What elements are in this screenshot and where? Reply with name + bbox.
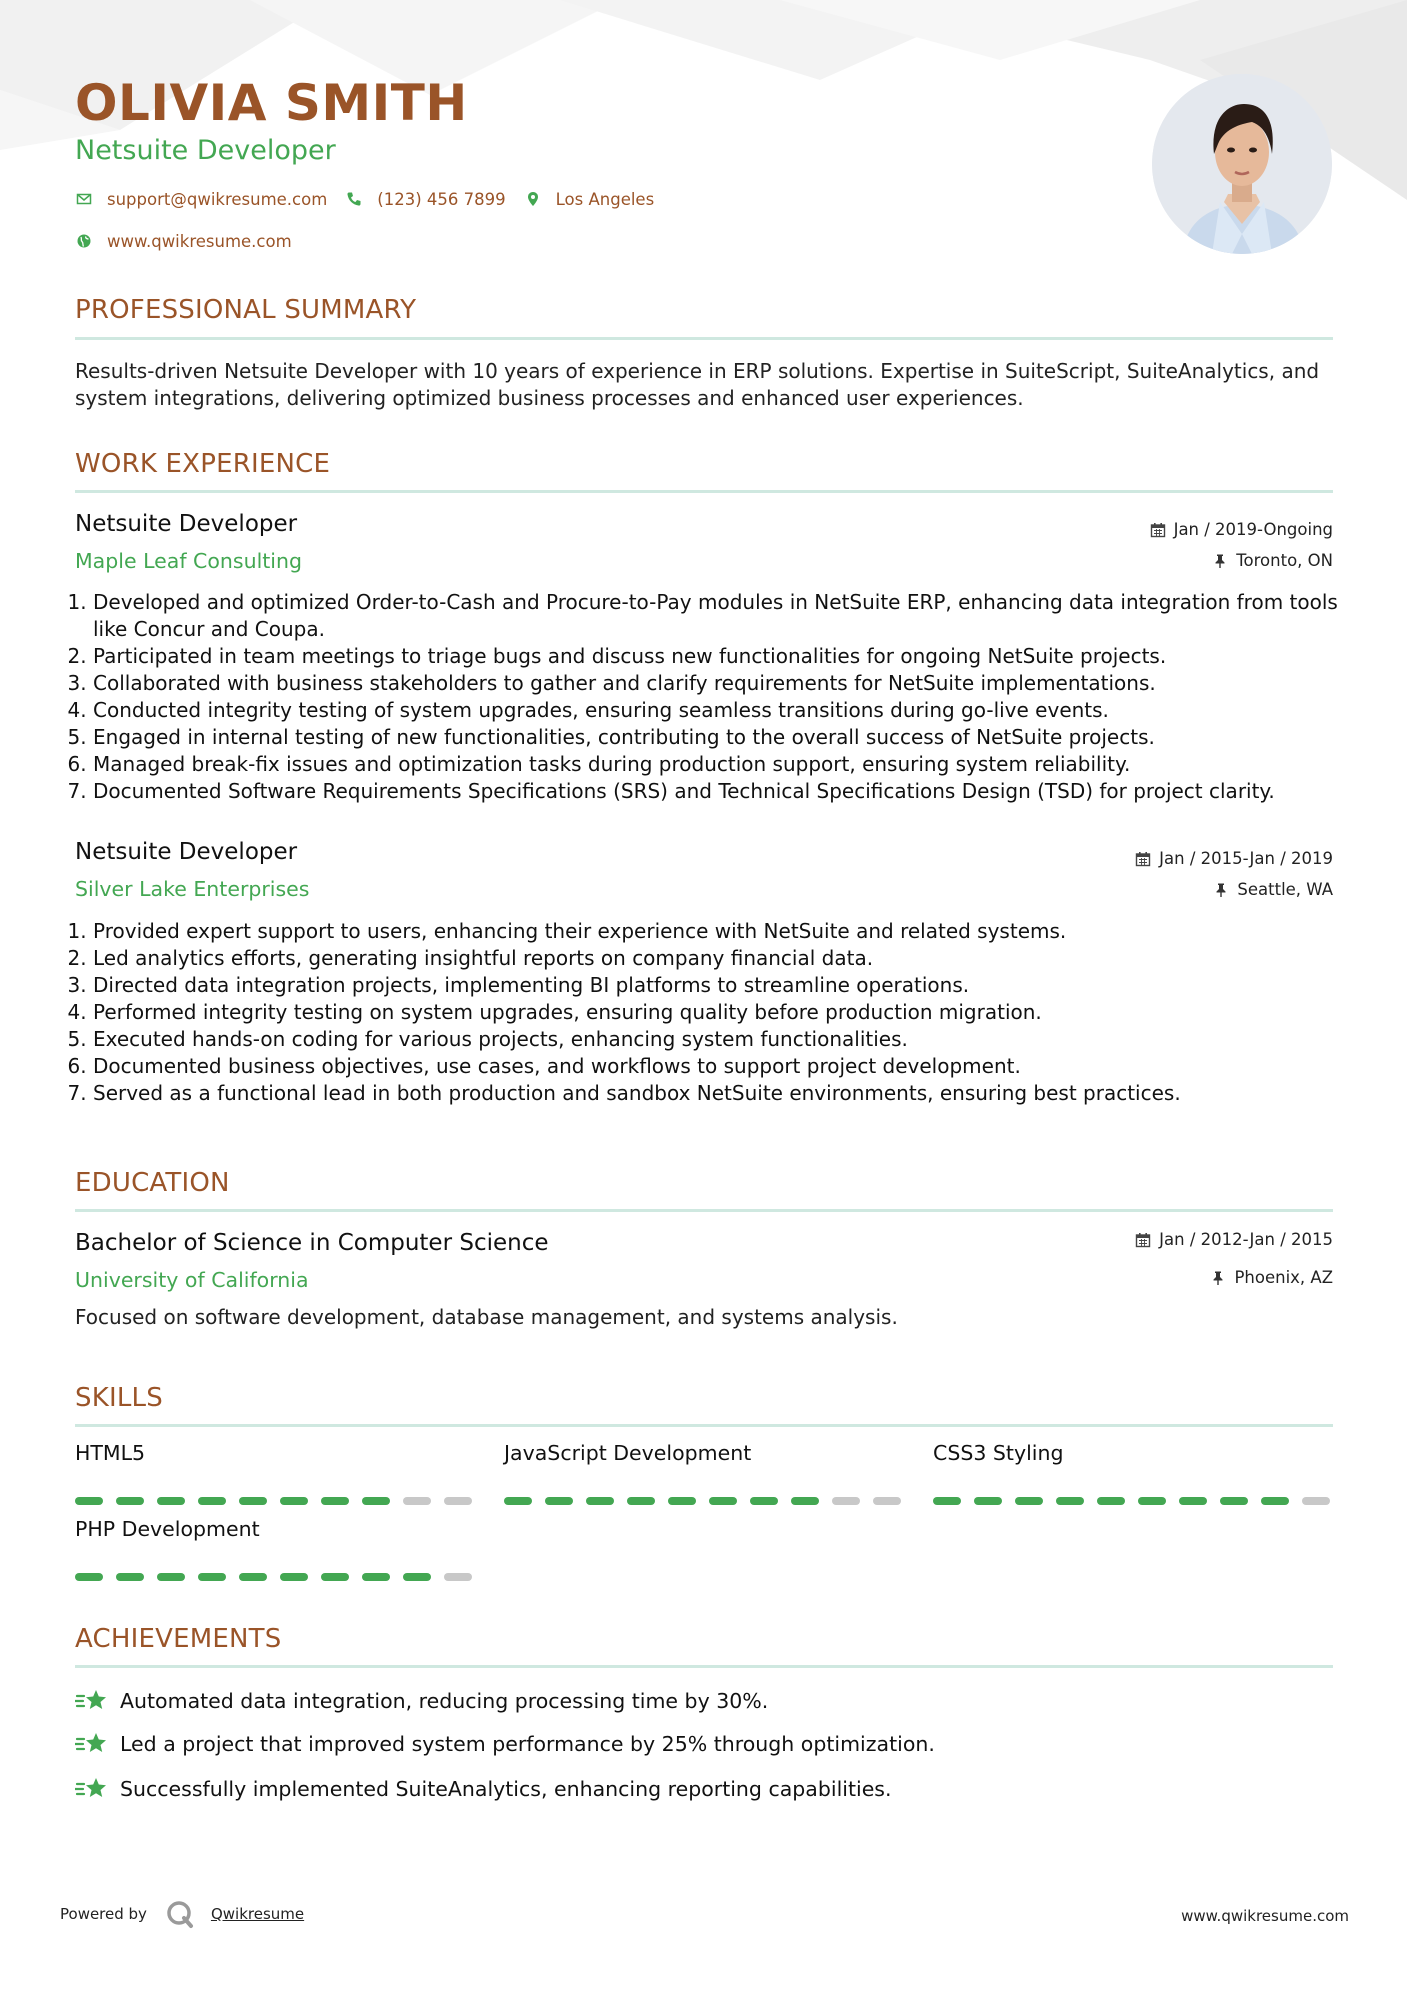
skill-dash-filled bbox=[974, 1497, 1002, 1505]
skill-dash-empty bbox=[444, 1573, 472, 1581]
education-location-text: Phoenix, AZ bbox=[1234, 1268, 1333, 1287]
skill-dash-filled bbox=[504, 1497, 532, 1505]
qwikresume-logo-icon bbox=[165, 1899, 195, 1929]
summary-text: Results-driven Netsuite Developer with 10 years of experience in ERP solutions. Expertise in SuiteScript, SuiteAnalytics, and system integrations, delivering optimized business processes and enhanced user experiences. bbox=[75, 359, 1320, 410]
skill-dash-filled bbox=[116, 1497, 144, 1505]
profile-photo bbox=[1152, 74, 1332, 254]
section-divider bbox=[75, 1209, 1333, 1212]
job-title: Netsuite Developer bbox=[75, 839, 298, 865]
list-item: 2. Led analytics efforts, generating insightful reports on company financial data. bbox=[93, 945, 1373, 972]
skill-dash-filled bbox=[1220, 1497, 1248, 1505]
education-description: Focused on software development, database management, and systems analysis. bbox=[75, 1305, 898, 1329]
skill-dash-filled bbox=[75, 1497, 103, 1505]
brand-link[interactable]: Qwikresume bbox=[210, 1905, 305, 1923]
calendar-icon bbox=[1135, 1232, 1151, 1248]
skill-item bbox=[504, 1441, 904, 1465]
education-heading: EDUCATION bbox=[75, 1168, 230, 1198]
achievements-heading: ACHIEVEMENTS bbox=[75, 1624, 282, 1654]
skill-dash-filled bbox=[157, 1573, 185, 1581]
skill-dash-empty bbox=[873, 1497, 901, 1505]
skill-dash-filled bbox=[1179, 1497, 1207, 1505]
list-item: 4. Conducted integrity testing of system upgrades, ensuring seamless transitions during go-live events. bbox=[93, 697, 1373, 724]
skill-dash-filled bbox=[403, 1573, 431, 1581]
skill-dash-filled bbox=[321, 1497, 349, 1505]
skill-level-bar bbox=[504, 1497, 914, 1505]
email-link[interactable]: support@qwikresume.com bbox=[107, 189, 328, 209]
list-item: 2. Participated in team meetings to triage bugs and discuss new functionalities for ongoing NetSuite projects. bbox=[93, 643, 1373, 670]
footer-powered-by bbox=[60, 1899, 304, 1929]
job-duties bbox=[70, 918, 1373, 1107]
skill-dash-filled bbox=[1261, 1497, 1289, 1505]
skill-name: HTML5 bbox=[75, 1441, 146, 1465]
skill-dash-filled bbox=[198, 1497, 226, 1505]
list-item: 3. Directed data integration projects, implementing BI platforms to streamline operations. bbox=[93, 972, 1373, 999]
shooting-star-icon bbox=[75, 1774, 109, 1804]
achievement-text: Automated data integration, reducing processing time by 30%. bbox=[120, 1689, 769, 1713]
list-item: 6. Managed break-fix issues and optimization tasks during production support, ensuring system reliability. bbox=[93, 751, 1373, 778]
company-name: Silver Lake Enterprises bbox=[75, 877, 310, 901]
skill-dash-filled bbox=[280, 1497, 308, 1505]
job-duties bbox=[70, 589, 1373, 805]
list-item: 7. Documented Software Requirements Specifications (SRS) and Technical Specifications Design (TSD) for project clarity. bbox=[93, 778, 1373, 805]
education-dates-text: Jan / 2012-Jan / 2015 bbox=[1159, 1230, 1333, 1249]
skill-dash-empty bbox=[832, 1497, 860, 1505]
shooting-star-icon bbox=[75, 1729, 109, 1759]
skill-dash-filled bbox=[239, 1573, 267, 1581]
list-item: 5. Engaged in internal testing of new functionalities, contributing to the overall success of NetSuite projects. bbox=[93, 724, 1373, 751]
achievement-item bbox=[75, 1686, 768, 1716]
achievement-text: Successfully implemented SuiteAnalytics, enhancing reporting capabilities. bbox=[120, 1777, 892, 1801]
job-dates bbox=[1135, 849, 1333, 868]
skill-name: CSS3 Styling bbox=[933, 1441, 1064, 1465]
section-divider bbox=[75, 1424, 1333, 1427]
skill-dash-filled bbox=[750, 1497, 778, 1505]
phone-number: (123) 456 7899 bbox=[377, 189, 506, 209]
job-location bbox=[1213, 880, 1333, 899]
skill-dash-filled bbox=[321, 1573, 349, 1581]
skill-dash-empty bbox=[403, 1497, 431, 1505]
contact-info bbox=[75, 186, 654, 254]
candidate-name: OLIVIA SMITH bbox=[75, 74, 468, 132]
skill-item bbox=[933, 1441, 1333, 1465]
achievement-text: Led a project that improved system performance by 25% through optimization. bbox=[120, 1732, 935, 1756]
list-item: 4. Performed integrity testing on system upgrades, ensuring quality before production migration. bbox=[93, 999, 1373, 1026]
pushpin-icon bbox=[1213, 882, 1229, 898]
skill-name: JavaScript Development bbox=[504, 1441, 752, 1465]
skills-heading: SKILLS bbox=[75, 1383, 163, 1413]
achievement-item bbox=[75, 1729, 935, 1759]
skill-dash-filled bbox=[1138, 1497, 1166, 1505]
summary-heading: PROFESSIONAL SUMMARY bbox=[75, 295, 417, 325]
skill-dash-empty bbox=[444, 1497, 472, 1505]
job-location-text: Seattle, WA bbox=[1237, 880, 1333, 899]
list-item: 3. Collaborated with business stakeholders to gather and clarify requirements for NetSuite implementations. bbox=[93, 670, 1373, 697]
list-item: 5. Executed hands-on coding for various projects, enhancing system functionalities. bbox=[93, 1026, 1373, 1053]
section-divider bbox=[75, 1665, 1333, 1668]
section-divider bbox=[75, 337, 1333, 340]
education-dates bbox=[1135, 1230, 1333, 1249]
list-item: 6. Documented business objectives, use cases, and workflows to support project development. bbox=[93, 1053, 1373, 1080]
job-dates-text: Jan / 2019-Ongoing bbox=[1173, 520, 1333, 539]
skill-dash-filled bbox=[116, 1573, 144, 1581]
skill-dash-filled bbox=[1056, 1497, 1084, 1505]
shooting-star-icon bbox=[75, 1686, 109, 1716]
candidate-role: Netsuite Developer bbox=[75, 135, 336, 166]
job-location bbox=[1212, 551, 1333, 570]
degree-title: Bachelor of Science in Computer Science bbox=[75, 1230, 549, 1256]
skill-item bbox=[75, 1441, 475, 1465]
skill-level-bar bbox=[933, 1497, 1343, 1505]
phone-icon bbox=[345, 190, 363, 208]
pushpin-icon bbox=[1210, 1270, 1226, 1286]
list-item: 1. Developed and optimized Order-to-Cash and Procure-to-Pay modules in NetSuite ERP, enhancing data integration from tools like Concur and Coupa. bbox=[93, 589, 1373, 643]
skill-dash-empty bbox=[1302, 1497, 1330, 1505]
skill-name: PHP Development bbox=[75, 1517, 260, 1541]
calendar-icon bbox=[1135, 851, 1151, 867]
skill-dash-filled bbox=[791, 1497, 819, 1505]
skill-dash-filled bbox=[198, 1573, 226, 1581]
skill-dash-filled bbox=[1097, 1497, 1125, 1505]
skill-level-bar bbox=[75, 1497, 485, 1505]
school-name: University of California bbox=[75, 1268, 309, 1292]
pushpin-icon bbox=[1212, 553, 1228, 569]
map-marker-icon bbox=[524, 190, 542, 208]
envelope-icon bbox=[75, 190, 93, 208]
skill-dash-filled bbox=[586, 1497, 614, 1505]
skill-dash-filled bbox=[709, 1497, 737, 1505]
section-divider bbox=[75, 490, 1333, 493]
experience-heading: WORK EXPERIENCE bbox=[75, 449, 331, 479]
skill-dash-filled bbox=[362, 1497, 390, 1505]
job-location-text: Toronto, ON bbox=[1236, 551, 1333, 570]
skill-dash-filled bbox=[280, 1573, 308, 1581]
achievement-item bbox=[75, 1774, 892, 1804]
job-title: Netsuite Developer bbox=[75, 511, 298, 537]
powered-by-label: Powered by bbox=[60, 1905, 147, 1923]
website-link[interactable]: www.qwikresume.com bbox=[107, 231, 292, 251]
skill-dash-filled bbox=[668, 1497, 696, 1505]
skill-dash-filled bbox=[627, 1497, 655, 1505]
skill-dash-filled bbox=[157, 1497, 185, 1505]
list-item: 1. Provided expert support to users, enhancing their experience with NetSuite and related systems. bbox=[93, 918, 1373, 945]
list-item: 7. Served as a functional lead in both production and sandbox NetSuite environments, ensuring best practices. bbox=[93, 1080, 1373, 1107]
skill-dash-filled bbox=[1015, 1497, 1043, 1505]
education-location bbox=[1210, 1268, 1333, 1287]
company-name: Maple Leaf Consulting bbox=[75, 549, 303, 573]
calendar-icon bbox=[1150, 522, 1166, 538]
skill-item bbox=[75, 1517, 475, 1541]
skill-dash-filled bbox=[75, 1573, 103, 1581]
skill-dash-filled bbox=[933, 1497, 961, 1505]
skill-dash-filled bbox=[239, 1497, 267, 1505]
footer-website-link[interactable]: www.qwikresume.com bbox=[1181, 1907, 1349, 1925]
job-dates-text: Jan / 2015-Jan / 2019 bbox=[1159, 849, 1333, 868]
skill-dash-filled bbox=[362, 1573, 390, 1581]
job-dates bbox=[1150, 520, 1333, 539]
skill-level-bar bbox=[75, 1573, 485, 1581]
globe-icon bbox=[75, 232, 93, 250]
skill-dash-filled bbox=[545, 1497, 573, 1505]
location-text: Los Angeles bbox=[555, 189, 655, 209]
